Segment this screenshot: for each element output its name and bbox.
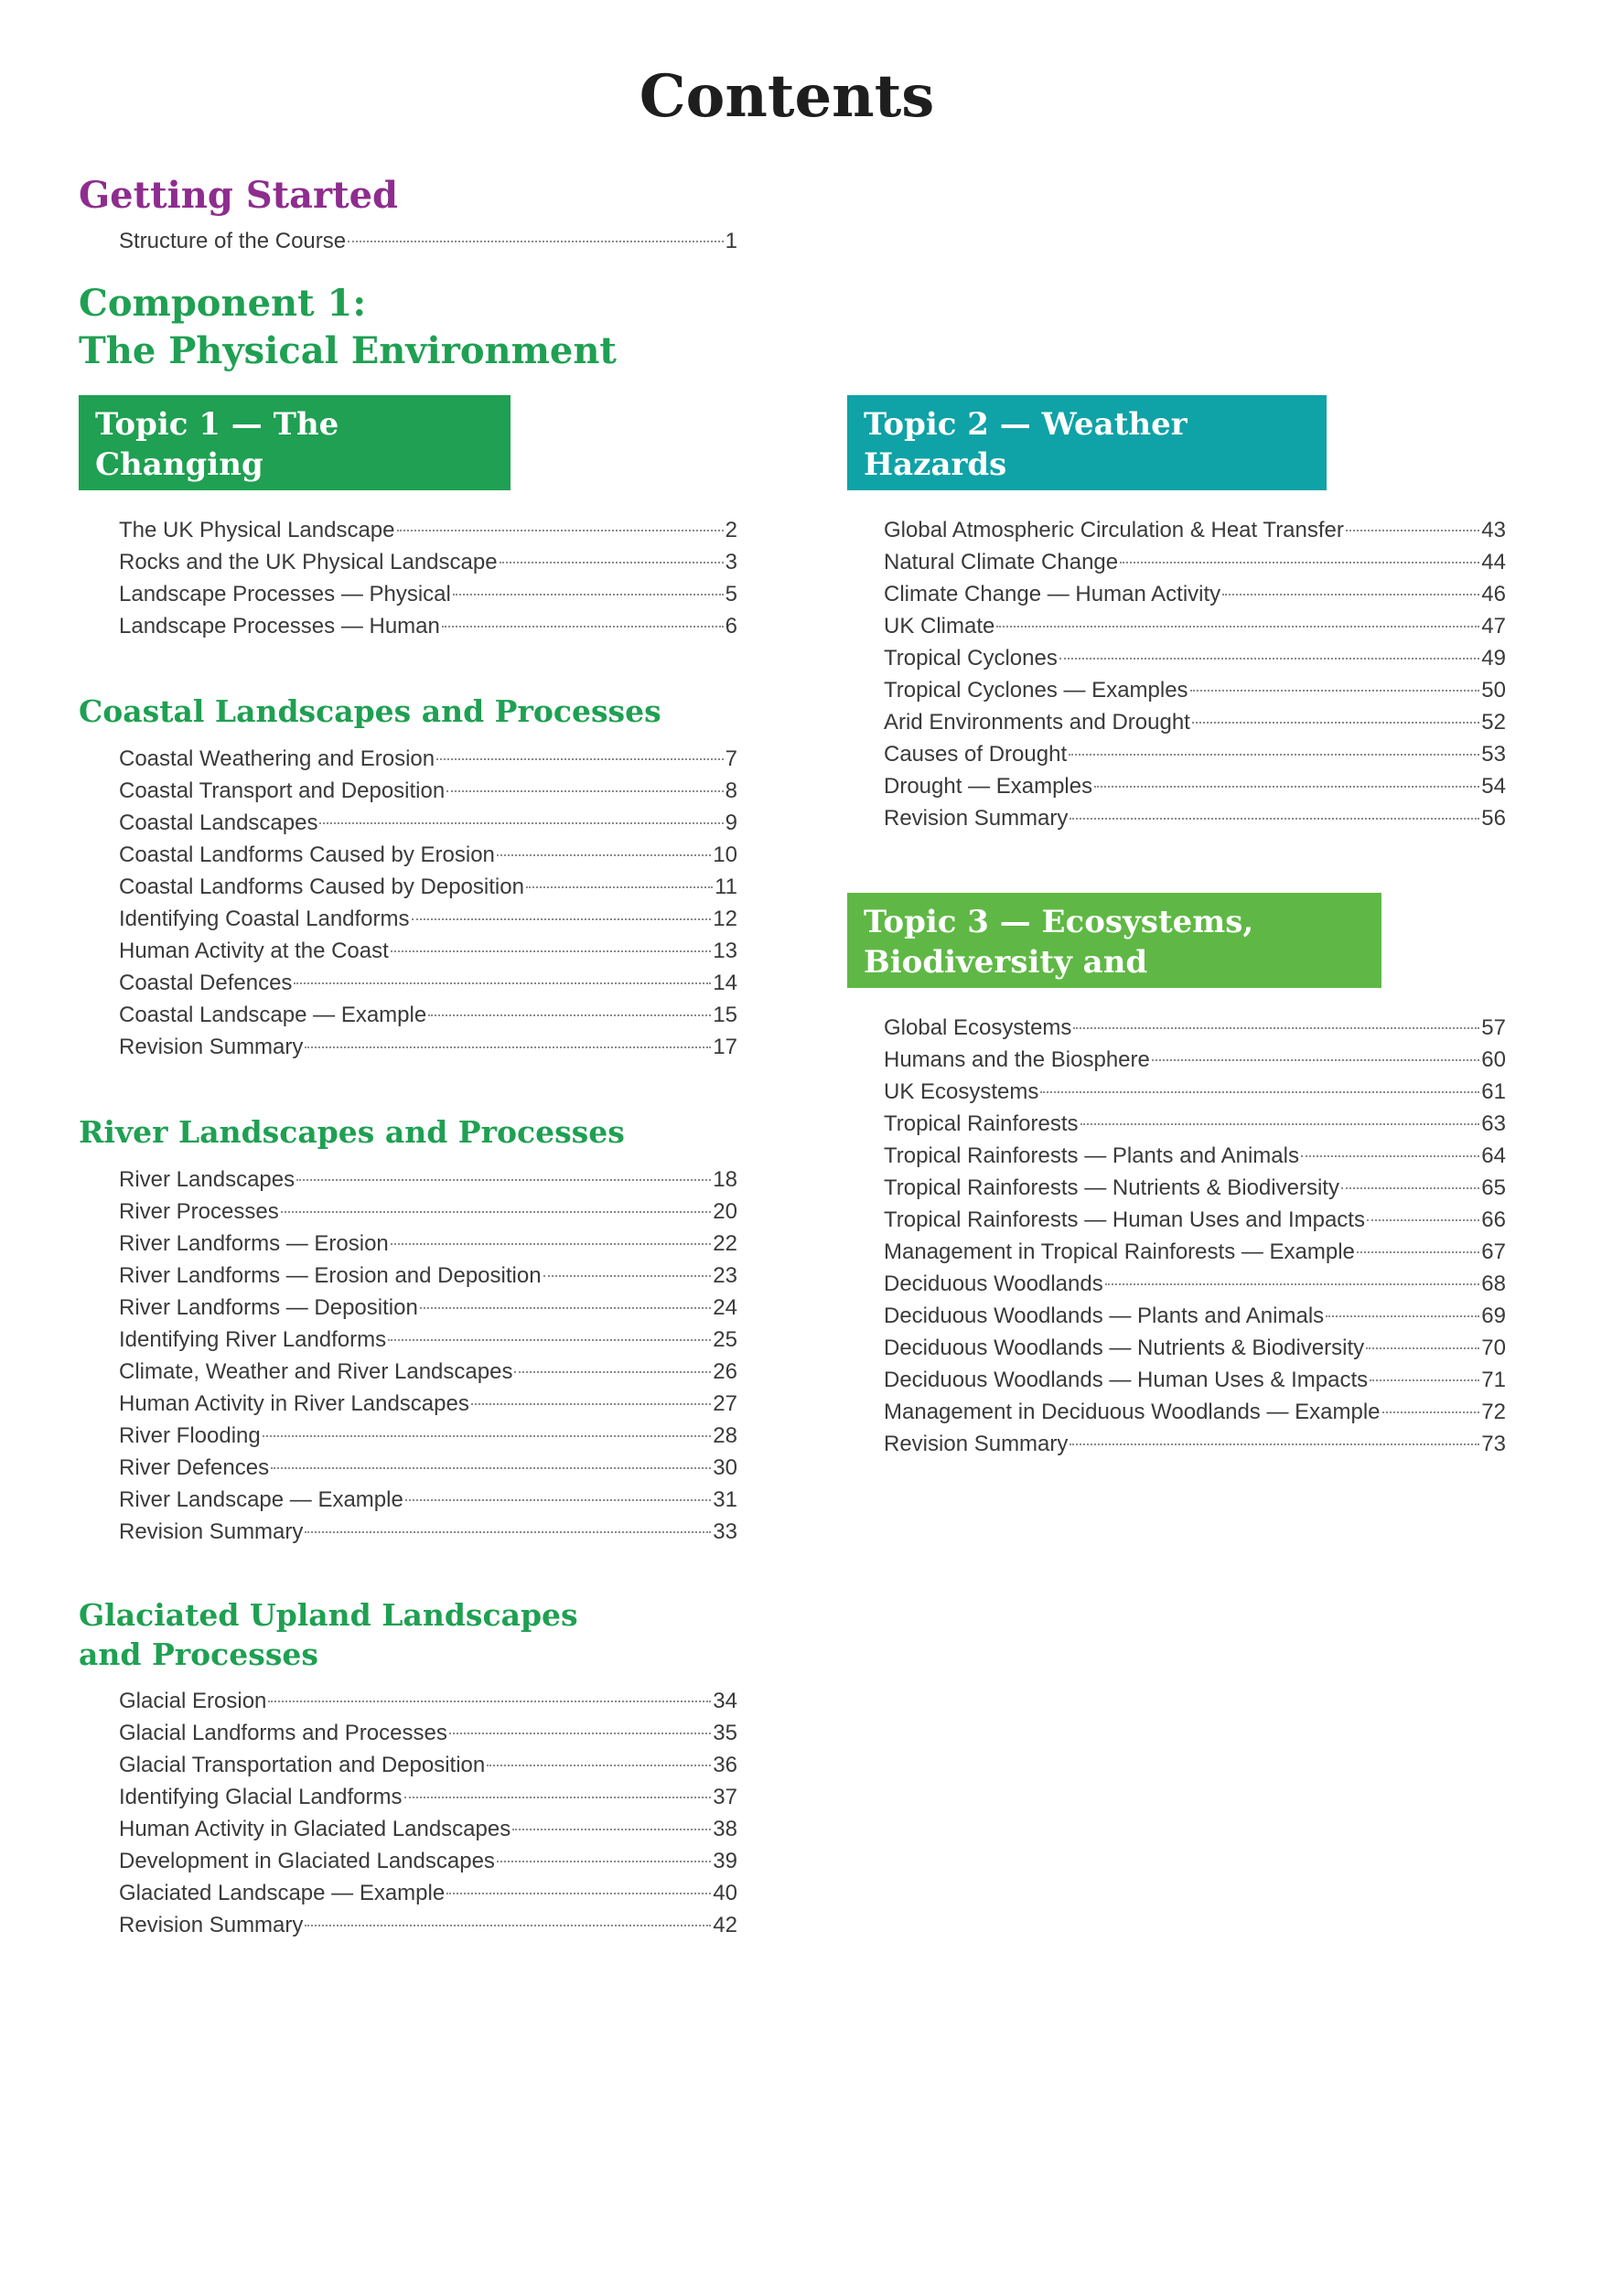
toc-leader-dots bbox=[1190, 690, 1480, 692]
toc-entry bbox=[119, 939, 737, 971]
toc-leader-dots bbox=[1152, 1059, 1479, 1061]
topic-3-list bbox=[884, 1015, 1506, 1464]
toc-entry-page: 72 bbox=[1481, 1400, 1506, 1424]
toc-entry-page: 40 bbox=[713, 1881, 737, 1905]
toc-entry-title: Tropical Rainforests — Nutrients & Biodiversity bbox=[884, 1175, 1339, 1200]
toc-entry bbox=[119, 1519, 737, 1551]
toc-leader-dots bbox=[487, 1765, 711, 1766]
toc-leader-dots bbox=[1094, 786, 1479, 788]
toc-leader-dots bbox=[397, 530, 724, 531]
toc-entry bbox=[884, 1400, 1506, 1432]
toc-entry-title: Tropical Cyclones bbox=[884, 646, 1058, 671]
toc-entry-page: 35 bbox=[713, 1721, 737, 1745]
toc-entry bbox=[119, 778, 737, 810]
toc-entry-title: Global Atmospheric Circulation & Heat Transfer bbox=[884, 518, 1344, 542]
toc-leader-dots bbox=[1382, 1411, 1480, 1413]
toc-entry-title: Humans and the Biosphere bbox=[884, 1047, 1150, 1072]
toc-entry-page: 14 bbox=[713, 971, 737, 995]
toc-leader-dots bbox=[1073, 1027, 1479, 1029]
toc-leader-dots bbox=[442, 626, 724, 628]
toc-entry-title: Human Activity in Glaciated Landscapes bbox=[119, 1817, 511, 1841]
toc-entry bbox=[119, 1785, 737, 1817]
toc-leader-dots bbox=[1105, 1283, 1480, 1285]
toc-leader-dots bbox=[391, 950, 712, 952]
toc-entry-title: Coastal Landscapes bbox=[119, 810, 318, 835]
toc-entry bbox=[884, 1175, 1506, 1207]
toc-entry-page: 18 bbox=[713, 1167, 737, 1192]
toc-entry-page: 34 bbox=[713, 1689, 737, 1713]
toc-leader-dots bbox=[388, 1339, 711, 1341]
toc-leader-dots bbox=[305, 1531, 711, 1533]
toc-leader-dots bbox=[420, 1307, 711, 1309]
toc-entry-title: River Landscapes bbox=[119, 1167, 296, 1192]
toc-entry bbox=[119, 1487, 737, 1519]
toc-entry bbox=[119, 1817, 737, 1849]
toc-entry-page: 20 bbox=[713, 1199, 737, 1224]
toc-entry-title: Coastal Transport and Deposition bbox=[119, 778, 446, 803]
toc-entry-title: Glacial Landforms and Processes bbox=[119, 1721, 447, 1745]
toc-entry-title: Revision Summary bbox=[119, 1035, 304, 1059]
toc-leader-dots bbox=[1080, 1123, 1480, 1125]
topic-3-line2: Biodiversity and Management bbox=[864, 944, 1148, 1021]
toc-entry-page: 3 bbox=[725, 550, 737, 574]
toc-entry-title: Coastal Weathering and Erosion bbox=[119, 746, 435, 771]
toc-entry bbox=[884, 614, 1506, 646]
toc-entry-page: 13 bbox=[713, 939, 737, 963]
toc-entry-page: 31 bbox=[713, 1487, 737, 1512]
river-heading bbox=[79, 1112, 625, 1152]
toc-entry-title: River Flooding bbox=[119, 1423, 261, 1448]
toc-entry-page: 11 bbox=[715, 874, 737, 899]
toc-leader-dots bbox=[268, 1701, 711, 1702]
toc-leader-dots bbox=[296, 1179, 711, 1181]
toc-entry bbox=[119, 1327, 737, 1359]
toc-leader-dots bbox=[512, 1829, 711, 1830]
toc-leader-dots bbox=[471, 1403, 711, 1405]
toc-entry bbox=[884, 710, 1506, 742]
toc-entry-page: 63 bbox=[1481, 1111, 1506, 1136]
toc-leader-dots bbox=[348, 241, 724, 242]
toc-entry-page: 56 bbox=[1481, 806, 1506, 831]
toc-entry-page: 47 bbox=[1481, 614, 1506, 638]
toc-entry-title: Global Ecosystems bbox=[884, 1015, 1072, 1040]
toc-entry-page: 50 bbox=[1481, 678, 1506, 703]
toc-entry-page: 12 bbox=[713, 907, 737, 931]
page-title: Contents bbox=[639, 62, 935, 131]
coastal-heading bbox=[79, 692, 661, 731]
toc-entry bbox=[119, 582, 737, 614]
toc-entry bbox=[884, 1336, 1506, 1368]
toc-entry-page: 64 bbox=[1481, 1143, 1506, 1168]
toc-entry-page: 8 bbox=[725, 778, 737, 803]
toc-entry-page: 1 bbox=[725, 229, 737, 253]
toc-entry-page: 65 bbox=[1481, 1175, 1506, 1200]
toc-entry-page: 37 bbox=[713, 1785, 737, 1809]
toc-entry-title: River Defences bbox=[119, 1455, 270, 1480]
toc-leader-dots bbox=[453, 594, 724, 595]
toc-entry-page: 24 bbox=[713, 1295, 737, 1320]
toc-entry-page: 36 bbox=[713, 1753, 737, 1777]
toc-entry-page: 7 bbox=[725, 746, 737, 771]
topic-2-line2: and Climate Change bbox=[864, 487, 1218, 523]
topic-2-line1: Topic 2 — Weather Hazards bbox=[864, 406, 1188, 483]
topic-1-list bbox=[119, 518, 737, 646]
toc-entry-title: Glacial Transportation and Deposition bbox=[119, 1753, 486, 1777]
toc-entry bbox=[884, 1143, 1506, 1175]
toc-entry-page: 44 bbox=[1481, 550, 1506, 574]
toc-entry-title: Identifying River Landforms bbox=[119, 1327, 387, 1352]
toc-entry-page: 57 bbox=[1481, 1015, 1506, 1040]
toc-entry bbox=[119, 1035, 737, 1067]
toc-entry-title: Climate, Weather and River Landscapes bbox=[119, 1359, 513, 1384]
river-heading-text: River Landscapes and Processes bbox=[79, 1114, 625, 1150]
toc-entry bbox=[884, 582, 1506, 614]
toc-entry-page: 2 bbox=[725, 518, 737, 542]
toc-entry-title: Natural Climate Change bbox=[884, 550, 1119, 574]
toc-entry bbox=[884, 550, 1506, 582]
toc-entry-page: 33 bbox=[713, 1519, 737, 1544]
toc-entry bbox=[119, 1423, 737, 1455]
toc-entry-title: Glacial Erosion bbox=[119, 1689, 267, 1713]
toc-entry bbox=[119, 842, 737, 874]
glaciated-heading-line2: and Processes bbox=[79, 1636, 318, 1672]
toc-entry-page: 23 bbox=[713, 1263, 737, 1288]
toc-entry bbox=[119, 1753, 737, 1785]
toc-entry-title: UK Ecosystems bbox=[884, 1079, 1039, 1104]
toc-entry bbox=[884, 1432, 1506, 1464]
toc-entry-title: Revision Summary bbox=[119, 1913, 304, 1937]
toc-entry-page: 67 bbox=[1481, 1239, 1506, 1264]
toc-entry-page: 71 bbox=[1481, 1368, 1506, 1392]
toc-entry bbox=[884, 742, 1506, 774]
toc-entry-page: 6 bbox=[725, 614, 737, 638]
toc-leader-dots bbox=[996, 626, 1479, 628]
toc-entry-page: 69 bbox=[1481, 1304, 1506, 1328]
toc-entry bbox=[884, 806, 1506, 838]
topic-3-line1: Topic 3 — Ecosystems, bbox=[864, 904, 1254, 940]
component-heading-line2: The Physical Environment bbox=[79, 329, 617, 372]
toc-entry-page: 46 bbox=[1481, 582, 1506, 606]
toc-entry bbox=[119, 518, 737, 550]
toc-leader-dots bbox=[1366, 1347, 1479, 1349]
toc-entry-title: Rocks and the UK Physical Landscape bbox=[119, 550, 498, 574]
toc-entry-title: Causes of Drought bbox=[884, 742, 1068, 767]
toc-entry bbox=[884, 646, 1506, 678]
toc-entry-title: River Landforms — Erosion bbox=[119, 1231, 389, 1256]
toc-entry-page: 73 bbox=[1481, 1432, 1506, 1456]
toc-leader-dots bbox=[1326, 1315, 1479, 1317]
toc-entry bbox=[884, 1239, 1506, 1271]
toc-entry-title: Deciduous Woodlands — Human Uses & Impacts bbox=[884, 1368, 1369, 1392]
toc-entry-page: 22 bbox=[713, 1231, 737, 1256]
toc-leader-dots bbox=[543, 1275, 712, 1277]
toc-entry bbox=[884, 774, 1506, 806]
glaciated-list bbox=[119, 1689, 737, 1945]
toc-leader-dots bbox=[391, 1243, 712, 1245]
toc-leader-dots bbox=[1301, 1155, 1479, 1157]
toc-entry-page: 66 bbox=[1481, 1207, 1506, 1232]
toc-entry bbox=[884, 1207, 1506, 1239]
toc-entry-title: Coastal Defences bbox=[119, 971, 293, 995]
toc-leader-dots bbox=[294, 982, 711, 984]
topic-1-banner bbox=[79, 395, 511, 523]
toc-entry-page: 17 bbox=[713, 1035, 737, 1059]
toc-entry bbox=[119, 1003, 737, 1035]
toc-leader-dots bbox=[1069, 1443, 1479, 1445]
toc-entry bbox=[884, 1079, 1506, 1111]
toc-leader-dots bbox=[449, 1733, 711, 1734]
toc-entry bbox=[119, 614, 737, 646]
toc-entry-title: Structure of the Course bbox=[119, 229, 347, 253]
component-heading-line1: Component 1: bbox=[79, 282, 367, 325]
toc-leader-dots bbox=[305, 1925, 711, 1926]
toc-entry bbox=[884, 678, 1506, 710]
toc-entry-page: 9 bbox=[725, 810, 737, 835]
toc-entry-title: Tropical Cyclones — Examples bbox=[884, 678, 1188, 703]
toc-entry bbox=[119, 746, 737, 778]
toc-leader-dots bbox=[1192, 722, 1479, 724]
toc-entry-title: River Processes bbox=[119, 1199, 279, 1224]
toc-entry bbox=[119, 1881, 737, 1913]
toc-entry-title: Landscape Processes — Physical bbox=[119, 582, 451, 606]
toc-entry bbox=[884, 1111, 1506, 1143]
toc-entry bbox=[119, 907, 737, 939]
toc-leader-dots bbox=[1357, 1251, 1479, 1253]
toc-leader-dots bbox=[500, 562, 724, 563]
toc-entry-title: Identifying Coastal Landforms bbox=[119, 907, 410, 931]
toc-entry-title: Revision Summary bbox=[119, 1519, 304, 1544]
toc-entry bbox=[884, 1015, 1506, 1047]
toc-entry-page: 70 bbox=[1481, 1336, 1506, 1360]
toc-entry-page: 43 bbox=[1481, 518, 1506, 542]
toc-leader-dots bbox=[1069, 754, 1479, 756]
toc-entry bbox=[119, 229, 737, 261]
toc-entry-title: Climate Change — Human Activity bbox=[884, 582, 1221, 606]
toc-entry-title: Coastal Landforms Caused by Erosion bbox=[119, 842, 495, 867]
topic-2-banner bbox=[847, 395, 1327, 523]
toc-leader-dots bbox=[526, 886, 713, 888]
toc-entry-title: Deciduous Woodlands — Nutrients & Biodiversity bbox=[884, 1336, 1365, 1360]
toc-entry bbox=[119, 874, 737, 907]
toc-entry bbox=[119, 1263, 737, 1295]
toc-leader-dots bbox=[1367, 1219, 1479, 1221]
glaciated-heading bbox=[79, 1595, 578, 1674]
toc-entry-title: Identifying Glacial Landforms bbox=[119, 1785, 403, 1809]
toc-entry-title: Deciduous Woodlands bbox=[884, 1271, 1103, 1296]
toc-entry bbox=[119, 1199, 737, 1231]
toc-entry bbox=[119, 1849, 737, 1881]
toc-entry bbox=[119, 1359, 737, 1391]
toc-entry bbox=[884, 1271, 1506, 1304]
toc-entry-title: Deciduous Woodlands — Plants and Animals bbox=[884, 1304, 1325, 1328]
toc-entry-page: 49 bbox=[1481, 646, 1506, 671]
toc-entry-page: 30 bbox=[713, 1455, 737, 1480]
topic-2-list bbox=[884, 518, 1506, 838]
coastal-list bbox=[119, 746, 737, 1067]
toc-entry-title: Tropical Rainforests — Human Uses and Impacts bbox=[884, 1207, 1365, 1232]
toc-entry-title: Tropical Rainforests — Plants and Animals bbox=[884, 1143, 1299, 1168]
toc-entry-title: Drought — Examples bbox=[884, 774, 1093, 799]
coastal-heading-text: Coastal Landscapes and Processes bbox=[79, 693, 661, 729]
topic-1-line1: Topic 1 — The Changing bbox=[95, 406, 339, 483]
topic-3-banner bbox=[847, 893, 1381, 1021]
toc-entry bbox=[119, 1455, 737, 1487]
toc-entry-title: Management in Tropical Rainforests — Example bbox=[884, 1239, 1355, 1264]
toc-leader-dots bbox=[404, 1797, 712, 1798]
toc-entry bbox=[119, 550, 737, 582]
toc-entry-title: Revision Summary bbox=[884, 806, 1069, 831]
toc-entry-page: 53 bbox=[1481, 742, 1506, 767]
toc-entry-title: UK Climate bbox=[884, 614, 995, 638]
toc-entry bbox=[119, 1913, 737, 1945]
toc-entry-title: Management in Deciduous Woodlands — Example bbox=[884, 1400, 1381, 1424]
toc-leader-dots bbox=[428, 1014, 711, 1016]
toc-entry-page: 27 bbox=[713, 1391, 737, 1416]
toc-entry bbox=[884, 1047, 1506, 1079]
toc-entry-page: 61 bbox=[1481, 1079, 1506, 1104]
toc-leader-dots bbox=[497, 854, 711, 856]
toc-leader-dots bbox=[1222, 594, 1479, 595]
toc-entry bbox=[119, 1167, 737, 1199]
toc-entry-page: 60 bbox=[1481, 1047, 1506, 1072]
toc-entry bbox=[119, 810, 737, 842]
toc-entry-title: Glaciated Landscape — Example bbox=[119, 1881, 446, 1905]
toc-entry-title: River Landscape — Example bbox=[119, 1487, 403, 1512]
toc-entry-page: 52 bbox=[1481, 710, 1506, 735]
getting-started-heading: Getting Started bbox=[79, 174, 398, 217]
toc-leader-dots bbox=[1346, 530, 1479, 531]
toc-entry bbox=[119, 1231, 737, 1263]
river-list bbox=[119, 1167, 737, 1551]
toc-entry-title: Development in Glaciated Landscapes bbox=[119, 1849, 495, 1873]
toc-leader-dots bbox=[1040, 1091, 1479, 1093]
toc-leader-dots bbox=[446, 790, 723, 792]
toc-entry-title: Revision Summary bbox=[884, 1432, 1069, 1456]
toc-leader-dots bbox=[281, 1211, 712, 1213]
toc-entry bbox=[119, 1689, 737, 1721]
toc-leader-dots bbox=[514, 1371, 711, 1373]
toc-entry bbox=[119, 1391, 737, 1423]
toc-entry-page: 5 bbox=[725, 582, 737, 606]
toc-leader-dots bbox=[497, 1861, 711, 1862]
toc-entry-title: Arid Environments and Drought bbox=[884, 710, 1190, 735]
toc-entry-page: 54 bbox=[1481, 774, 1506, 799]
toc-leader-dots bbox=[446, 1893, 711, 1894]
toc-entry-page: 39 bbox=[713, 1849, 737, 1873]
component-heading bbox=[79, 280, 617, 375]
toc-leader-dots bbox=[319, 822, 723, 824]
toc-leader-dots bbox=[263, 1435, 712, 1437]
toc-leader-dots bbox=[271, 1467, 711, 1469]
toc-entry-title: Human Activity in River Landscapes bbox=[119, 1391, 469, 1416]
toc-entry-title: River Landforms — Erosion and Deposition bbox=[119, 1263, 542, 1288]
toc-leader-dots bbox=[412, 918, 712, 920]
toc-leader-dots bbox=[1341, 1187, 1479, 1189]
toc-entry-title: Coastal Landforms Caused by Deposition bbox=[119, 874, 524, 899]
toc-entry bbox=[884, 1368, 1506, 1400]
toc-entry bbox=[119, 971, 737, 1003]
glaciated-heading-line1: Glaciated Upland Landscapes bbox=[79, 1597, 578, 1633]
toc-entry-page: 10 bbox=[713, 842, 737, 867]
toc-entry-page: 28 bbox=[713, 1423, 737, 1448]
toc-entry-page: 38 bbox=[713, 1817, 737, 1841]
toc-leader-dots bbox=[1059, 658, 1479, 660]
toc-entry-title: The UK Physical Landscape bbox=[119, 518, 395, 542]
toc-entry-page: 42 bbox=[713, 1913, 737, 1937]
getting-started-list bbox=[119, 229, 737, 261]
toc-leader-dots bbox=[1069, 818, 1479, 820]
toc-entry-title: Coastal Landscape — Example bbox=[119, 1003, 427, 1027]
toc-entry bbox=[884, 518, 1506, 550]
toc-entry bbox=[884, 1304, 1506, 1336]
toc-leader-dots bbox=[1120, 562, 1479, 563]
toc-entry bbox=[119, 1721, 737, 1753]
topic-1-line2: Landscapes of the UK bbox=[95, 487, 475, 523]
toc-leader-dots bbox=[1370, 1379, 1479, 1381]
toc-entry-title: Human Activity at the Coast bbox=[119, 939, 389, 963]
toc-entry-title: River Landforms — Deposition bbox=[119, 1295, 418, 1320]
toc-entry bbox=[119, 1295, 737, 1327]
toc-entry-title: Landscape Processes — Human bbox=[119, 614, 440, 638]
toc-entry-title: Tropical Rainforests bbox=[884, 1111, 1079, 1136]
toc-leader-dots bbox=[436, 758, 724, 760]
toc-entry-page: 26 bbox=[713, 1359, 737, 1384]
toc-leader-dots bbox=[305, 1046, 711, 1048]
toc-leader-dots bbox=[405, 1499, 711, 1501]
toc-entry-page: 68 bbox=[1481, 1271, 1506, 1296]
toc-entry-page: 25 bbox=[713, 1327, 737, 1352]
toc-entry-page: 15 bbox=[713, 1003, 737, 1027]
